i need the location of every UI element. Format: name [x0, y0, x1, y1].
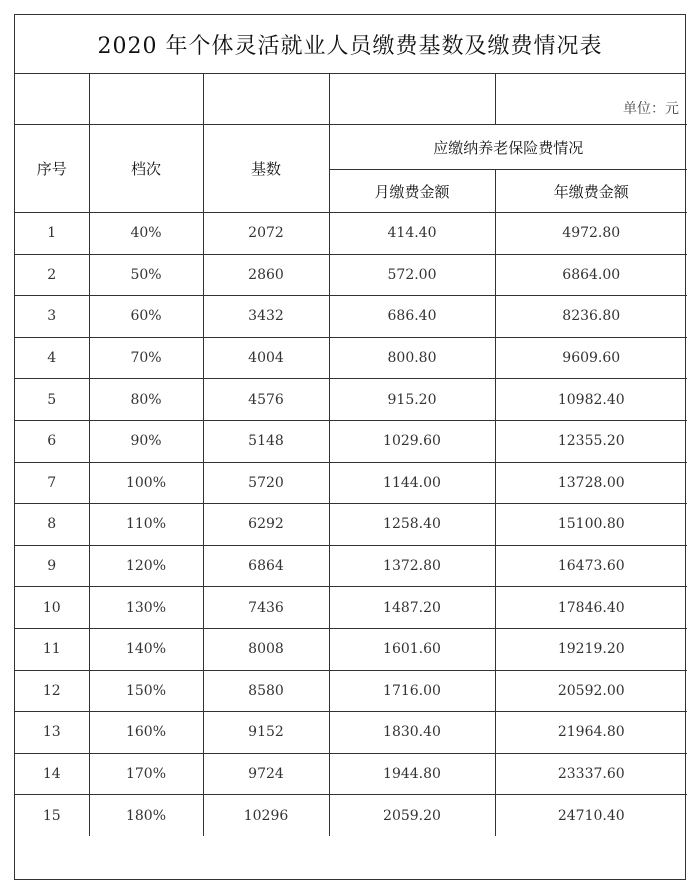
cell-grade: 110% — [89, 504, 203, 546]
cell-base: 8580 — [203, 670, 329, 712]
cell-base: 5148 — [203, 420, 329, 462]
cell-annual: 6864.00 — [495, 254, 687, 296]
cell-seq: 14 — [15, 753, 89, 795]
cell-monthly: 1601.60 — [329, 628, 495, 670]
header-row — [15, 125, 687, 170]
cell-base: 10296 — [203, 795, 329, 836]
table-row — [15, 670, 687, 712]
cell-seq: 4 — [15, 337, 89, 379]
cell-annual: 19219.20 — [495, 628, 687, 670]
cell-seq: 11 — [15, 628, 89, 670]
table-row — [15, 753, 687, 795]
cell-annual: 23337.60 — [495, 753, 687, 795]
cell-monthly: 1830.40 — [329, 712, 495, 754]
cell-seq: 13 — [15, 712, 89, 754]
contribution-table-sheet — [14, 14, 686, 880]
cell-monthly: 572.00 — [329, 254, 495, 296]
cell-base: 4576 — [203, 379, 329, 421]
cell-annual: 12355.20 — [495, 420, 687, 462]
cell-annual: 20592.00 — [495, 670, 687, 712]
cell-base: 9724 — [203, 753, 329, 795]
cell-annual: 21964.80 — [495, 712, 687, 754]
cell-monthly: 1144.00 — [329, 462, 495, 504]
cell-monthly: 915.20 — [329, 379, 495, 421]
blank-cell — [15, 74, 89, 125]
table-row — [15, 504, 687, 546]
cell-monthly: 414.40 — [329, 213, 495, 255]
cell-grade: 130% — [89, 587, 203, 629]
cell-grade: 150% — [89, 670, 203, 712]
table-row — [15, 462, 687, 504]
cell-annual: 4972.80 — [495, 213, 687, 255]
cell-grade: 60% — [89, 296, 203, 338]
table-row — [15, 379, 687, 421]
contribution-table — [15, 74, 687, 836]
cell-monthly: 686.40 — [329, 296, 495, 338]
cell-seq: 1 — [15, 213, 89, 255]
table-row — [15, 712, 687, 754]
table-row — [15, 795, 687, 836]
table-title: 2020 年个体灵活就业人员缴费基数及缴费情况表 — [15, 15, 685, 74]
cell-seq: 9 — [15, 545, 89, 587]
cell-base: 6292 — [203, 504, 329, 546]
table-row — [15, 337, 687, 379]
cell-grade: 120% — [89, 545, 203, 587]
cell-base: 2072 — [203, 213, 329, 255]
cell-base: 9152 — [203, 712, 329, 754]
cell-seq: 7 — [15, 462, 89, 504]
cell-seq: 10 — [15, 587, 89, 629]
cell-annual: 8236.80 — [495, 296, 687, 338]
cell-grade: 180% — [89, 795, 203, 836]
cell-base: 4004 — [203, 337, 329, 379]
cell-monthly: 800.80 — [329, 337, 495, 379]
cell-seq: 8 — [15, 504, 89, 546]
table-row — [15, 213, 687, 255]
cell-annual: 9609.60 — [495, 337, 687, 379]
cell-annual: 17846.40 — [495, 587, 687, 629]
table-row — [15, 628, 687, 670]
header-group: 应缴纳养老保险费情况 — [329, 125, 687, 170]
cell-annual: 24710.40 — [495, 795, 687, 836]
cell-seq: 6 — [15, 420, 89, 462]
header-grade: 档次 — [89, 125, 203, 213]
table-row — [15, 254, 687, 296]
cell-monthly: 2059.20 — [329, 795, 495, 836]
cell-monthly: 1944.80 — [329, 753, 495, 795]
cell-grade: 170% — [89, 753, 203, 795]
cell-base: 6864 — [203, 545, 329, 587]
unit-label: 单位：元 — [495, 74, 687, 125]
cell-grade: 80% — [89, 379, 203, 421]
header-base: 基数 — [203, 125, 329, 213]
unit-row — [15, 74, 687, 125]
cell-base: 5720 — [203, 462, 329, 504]
cell-seq: 2 — [15, 254, 89, 296]
cell-base: 3432 — [203, 296, 329, 338]
cell-monthly: 1258.40 — [329, 504, 495, 546]
cell-grade: 100% — [89, 462, 203, 504]
cell-grade: 40% — [89, 213, 203, 255]
cell-base: 7436 — [203, 587, 329, 629]
header-monthly: 月缴费金额 — [329, 170, 495, 213]
cell-seq: 15 — [15, 795, 89, 836]
blank-cell — [329, 74, 495, 125]
header-annual: 年缴费金额 — [495, 170, 687, 213]
cell-monthly: 1029.60 — [329, 420, 495, 462]
cell-grade: 140% — [89, 628, 203, 670]
header-seq: 序号 — [15, 125, 89, 213]
cell-annual: 10982.40 — [495, 379, 687, 421]
cell-annual: 16473.60 — [495, 545, 687, 587]
cell-grade: 70% — [89, 337, 203, 379]
cell-monthly: 1372.80 — [329, 545, 495, 587]
cell-base: 8008 — [203, 628, 329, 670]
table-row — [15, 296, 687, 338]
table-row — [15, 420, 687, 462]
cell-monthly: 1716.00 — [329, 670, 495, 712]
cell-grade: 50% — [89, 254, 203, 296]
blank-cell — [203, 74, 329, 125]
cell-seq: 12 — [15, 670, 89, 712]
cell-grade: 90% — [89, 420, 203, 462]
table-row — [15, 587, 687, 629]
cell-base: 2860 — [203, 254, 329, 296]
cell-seq: 5 — [15, 379, 89, 421]
cell-annual: 15100.80 — [495, 504, 687, 546]
cell-annual: 13728.00 — [495, 462, 687, 504]
blank-cell — [89, 74, 203, 125]
cell-monthly: 1487.20 — [329, 587, 495, 629]
cell-seq: 3 — [15, 296, 89, 338]
cell-grade: 160% — [89, 712, 203, 754]
table-row — [15, 545, 687, 587]
